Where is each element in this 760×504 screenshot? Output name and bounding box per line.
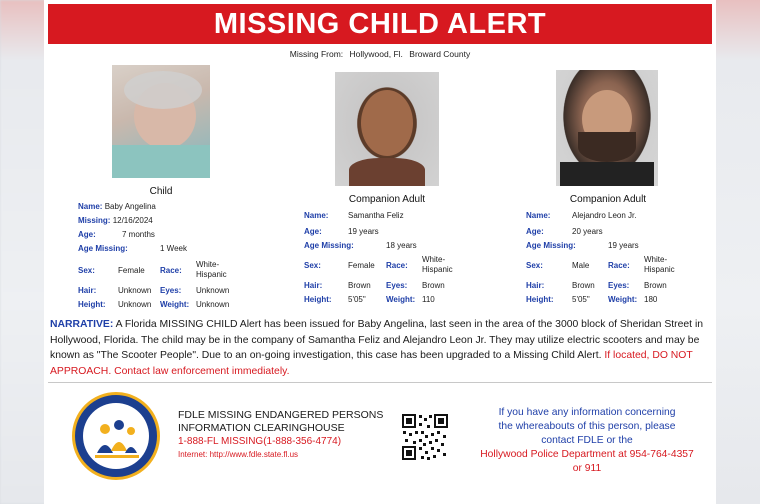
missing-from-line: [44, 49, 716, 59]
samantha-age-missing: 18 years: [386, 241, 417, 250]
samantha-race-label: Race:: [386, 261, 408, 270]
child-height: Unknown: [118, 300, 152, 309]
clearinghouse-logo: [72, 392, 160, 480]
child-info: [78, 200, 248, 312]
alejandro-sex-label: Sex:: [526, 261, 543, 270]
narrative: [50, 317, 710, 379]
alejandro-weight-label: Weight:: [608, 295, 638, 304]
samantha-race-line2: Hispanic: [422, 265, 453, 274]
child-sex: Female: [118, 266, 145, 275]
child-hair-label: Hair:: [78, 286, 97, 295]
alejandro-heading: Companion Adult: [569, 194, 647, 205]
clearinghouse-website: Internet: http://www.fdle.state.fl.us: [178, 450, 299, 459]
missing-from-city: Hollywood, Fl.: [349, 49, 403, 59]
child-heading: Child: [149, 186, 173, 197]
alejandro-race-line1: White-: [644, 255, 668, 264]
contact-line1: If you have any information concerning: [498, 407, 676, 418]
alejandro-hair-label: Hair:: [526, 281, 545, 290]
samantha-heading: Companion Adult: [348, 194, 426, 205]
child-race-line1: White-: [196, 260, 220, 269]
missing-from-label: Missing From:: [289, 49, 344, 59]
samantha-eyes: Brown: [422, 281, 445, 290]
clearinghouse-phone: 1-888-FL MISSING(1-888-356-4774): [178, 436, 342, 447]
samantha-name-label: Name:: [304, 211, 329, 220]
alejandro-name: Alejandro Leon Jr.: [572, 211, 637, 220]
child-weight-label: Weight:: [160, 300, 190, 309]
samantha-age: 19 years: [348, 227, 379, 236]
background-right: [712, 0, 760, 504]
alejandro-age-label: Age:: [526, 227, 544, 236]
child-missing-label: Missing:: [78, 216, 111, 225]
samantha-name: Samantha Feliz: [348, 211, 404, 220]
child-weight: Unknown: [196, 300, 230, 309]
samantha-sex-label: Sex:: [304, 261, 321, 270]
alejandro-height: 5'05": [572, 295, 590, 304]
alert-title: MISSING CHILD ALERT: [213, 7, 547, 40]
child-missing-date: 12/16/2024: [112, 216, 153, 225]
child-name-label: Name:: [78, 202, 103, 211]
alejandro-weight: 180: [644, 295, 658, 304]
contact-line5: or 911: [572, 463, 602, 474]
alejandro-race-label: Race:: [608, 261, 630, 270]
contact-line4: Hollywood Police Department at 954-764-4357: [480, 449, 694, 460]
alejandro-age-missing: 19 years: [608, 241, 639, 250]
samantha-age-label: Age:: [304, 227, 322, 236]
child-height-label: Height:: [78, 300, 106, 309]
child-race-label: Race:: [160, 266, 182, 275]
narrative-warning: If located, DO NOT APPROACH. Contact law enforcement immediately.: [50, 350, 693, 377]
narrative-body: A Florida MISSING CHILD Alert has been issued for Baby Angelina, last seen in the area of the 3000 block of Sheridan Street in Hollywood, Florida. The child may be in the company of Samantha Feliz and Alejandro Leon Jr. They may utilize electric scooters and may be known as "The Scooter People". Due to an on-going investigation, this case has been upgraded to a Missing Child Alert.: [50, 319, 704, 361]
child-eyes: Unknown: [196, 286, 230, 295]
alejandro-age: 20 years: [572, 227, 603, 236]
background-left: [0, 0, 48, 504]
alert-banner: [48, 4, 712, 44]
clearinghouse-name-line2: INFORMATION CLEARINGHOUSE: [178, 422, 345, 434]
qr-code-icon: [401, 413, 449, 461]
samantha-eyes-label: Eyes:: [386, 281, 408, 290]
child-hair: Unknown: [118, 286, 152, 295]
samantha-weight: 110: [422, 295, 435, 304]
samantha-hair-label: Hair:: [304, 281, 323, 290]
child-age-label: Age:: [78, 230, 96, 239]
contact-line2: the whereabouts of this person, please: [498, 421, 676, 432]
child-age: 7 months: [122, 230, 155, 239]
alejandro-name-label: Name:: [526, 211, 551, 220]
alejandro-race-line2: Hispanic: [644, 265, 675, 274]
child-name: Baby Angelina: [104, 202, 156, 211]
child-age-missing: 1 Week: [160, 244, 187, 253]
samantha-height: 5'05": [348, 295, 366, 304]
samantha-photo: [335, 72, 439, 186]
samantha-race-line1: White-: [422, 255, 446, 264]
samantha-sex: Female: [348, 261, 375, 270]
samantha-info: [304, 209, 484, 309]
narrative-label: NARRATIVE:: [50, 319, 114, 330]
clearinghouse-name-line1: FDLE MISSING ENDANGERED PERSONS: [178, 409, 384, 421]
child-photo: [112, 65, 210, 178]
child-eyes-label: Eyes:: [160, 286, 182, 295]
alejandro-photo: [556, 70, 658, 186]
clearinghouse-info: [178, 409, 383, 461]
footer-divider: [48, 382, 712, 383]
samantha-weight-label: Weight:: [386, 295, 416, 304]
alejandro-hair: Brown: [572, 281, 595, 290]
child-sex-label: Sex:: [78, 266, 95, 275]
alejandro-eyes-label: Eyes:: [608, 281, 630, 290]
child-race-line2: Hispanic: [196, 270, 227, 279]
missing-from-county: Broward County: [409, 49, 471, 59]
alejandro-info: [526, 209, 706, 309]
contact-line3: contact FDLE or the: [541, 435, 633, 446]
samantha-height-label: Height:: [304, 295, 332, 304]
child-age-missing-label: Age Missing:: [78, 244, 128, 253]
alejandro-sex: Male: [572, 261, 590, 270]
alert-flyer: [44, 0, 716, 504]
samantha-age-missing-label: Age Missing:: [304, 241, 354, 250]
contact-info: [462, 406, 712, 476]
alejandro-height-label: Height:: [526, 295, 554, 304]
alejandro-age-missing-label: Age Missing:: [526, 241, 576, 250]
alejandro-eyes: Brown: [644, 281, 667, 290]
samantha-hair: Brown: [348, 281, 371, 290]
